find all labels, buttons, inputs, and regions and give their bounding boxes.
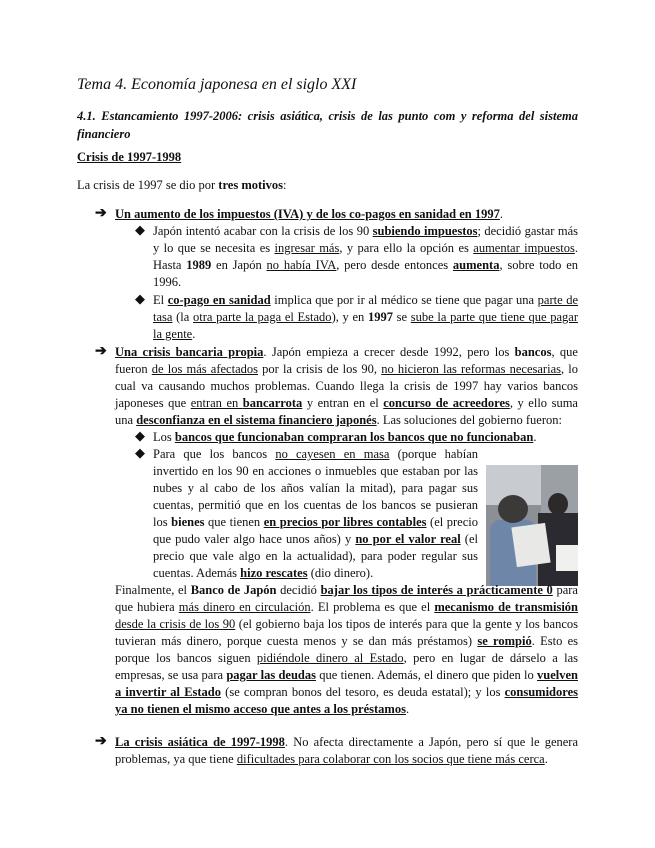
intro-paragraph: La crisis de 1997 se dio por tres motivos: — [77, 178, 287, 192]
news-photo-image — [486, 465, 578, 586]
section-subtitle: 4.1. Estancamiento 1997-2006: crisis asiática, crisis de las punto com y reforma del sistema financiero — [77, 109, 578, 141]
item2-conclusion: Finalmente, el Banco de Japón decidió bajar los tipos de interés a prácticamente 0 para que hubiera más dinero en circulación. El problema es que el mecanismo de transmisión desde la crisis de los 90 (el gobierno baja los tipos de interés para que la gente y los bancos tuvieran más dinero, porque cuesta menos y se dan más préstamos) se rompió. Esto es porque los bancos siguen pidiéndole dinero al Estado, pero en lugar de dárselo a las empresas, se usa para pagar las deudas que tienen. Además, el dinero que piden lo vuelven a invertir al Estado (se compran bonos del tesoro, es deuda estatal); y los consumidores ya no tienen el mismo acceso que antes a los préstamos. — [115, 583, 579, 716]
arrow-icon: ➔ — [95, 344, 107, 359]
item2-paragraph: Una crisis bancaria propia. Japón empieza a crecer desde 1992, pero los bancos, que fueron de los más afectados por la crisis de los 90, no hicieron las reformas necesarias, lo cual va causando muchos problemas. Cuando llega la crisis de 1997 hay varios bancos japoneses que entran en bancarrota y entran en el concurso de acreedores, y ello suma una desconfianza en el sistema financiero japonés. Las soluciones del gobierno fueron: — [115, 345, 578, 427]
item2-bullet2: Para que los bancos no cayesen en masa (porque habían invertido en los 90 en acciones o inmuebles que estaban por las nubes y al cabo de los años valían la mitad), para pagar sus cuentas, permitió que en los cuentas de los bancos se pusieran los bienes que tienen en precios por libres contables (el precio que pudo valer algo hace unos años) y no por el valor real (el precio que vale algo en la actualidad), para poder regular sus cuentas. Además hizo rescates (dio dinero). — [153, 447, 478, 580]
section-heading: Crisis de 1997-1998 — [77, 150, 182, 164]
diamond-bullet-icon: ◆ — [135, 291, 145, 306]
diamond-bullet-icon: ◆ — [135, 428, 145, 443]
item3-paragraph: La crisis asiática de 1997-1998. No afecta directamente a Japón, pero sí que le genera problemas, ya que tiene dificultades para colaborar con los socios que tiene más cerca. — [115, 735, 578, 766]
document-title: Tema 4. Economía japonesa en el siglo XXI — [77, 76, 357, 93]
item1-heading: Un aumento de los impuestos (IVA) y de los co-pagos en sanidad en 1997. — [115, 207, 504, 221]
item1-bullet1: Japón intentó acabar con la crisis de los 90 subiendo impuestos; decidió gastar más y lo que se necesita es ingresar más, y para ello la opción es aumentar impuestos. Hasta 1989 en Japón no había IVA, pero desde entonces aumenta, sobre todo en 1996. — [153, 224, 579, 289]
item2-bullet1: Los bancos que funcionaban compraran los bancos que no funcionaban. — [153, 430, 537, 444]
diamond-bullet-icon: ◆ — [135, 445, 145, 460]
arrow-icon: ➔ — [95, 206, 107, 221]
diamond-bullet-icon: ◆ — [135, 222, 145, 237]
arrow-icon: ➔ — [95, 734, 107, 749]
item1-bullet2: El co-pago en sanidad implica que por ir al médico se tiene que pagar una parte de tasa (la otra parte la paga el Estado), y en 1997 se sube la parte que tiene que pagar la gente. — [153, 293, 579, 341]
